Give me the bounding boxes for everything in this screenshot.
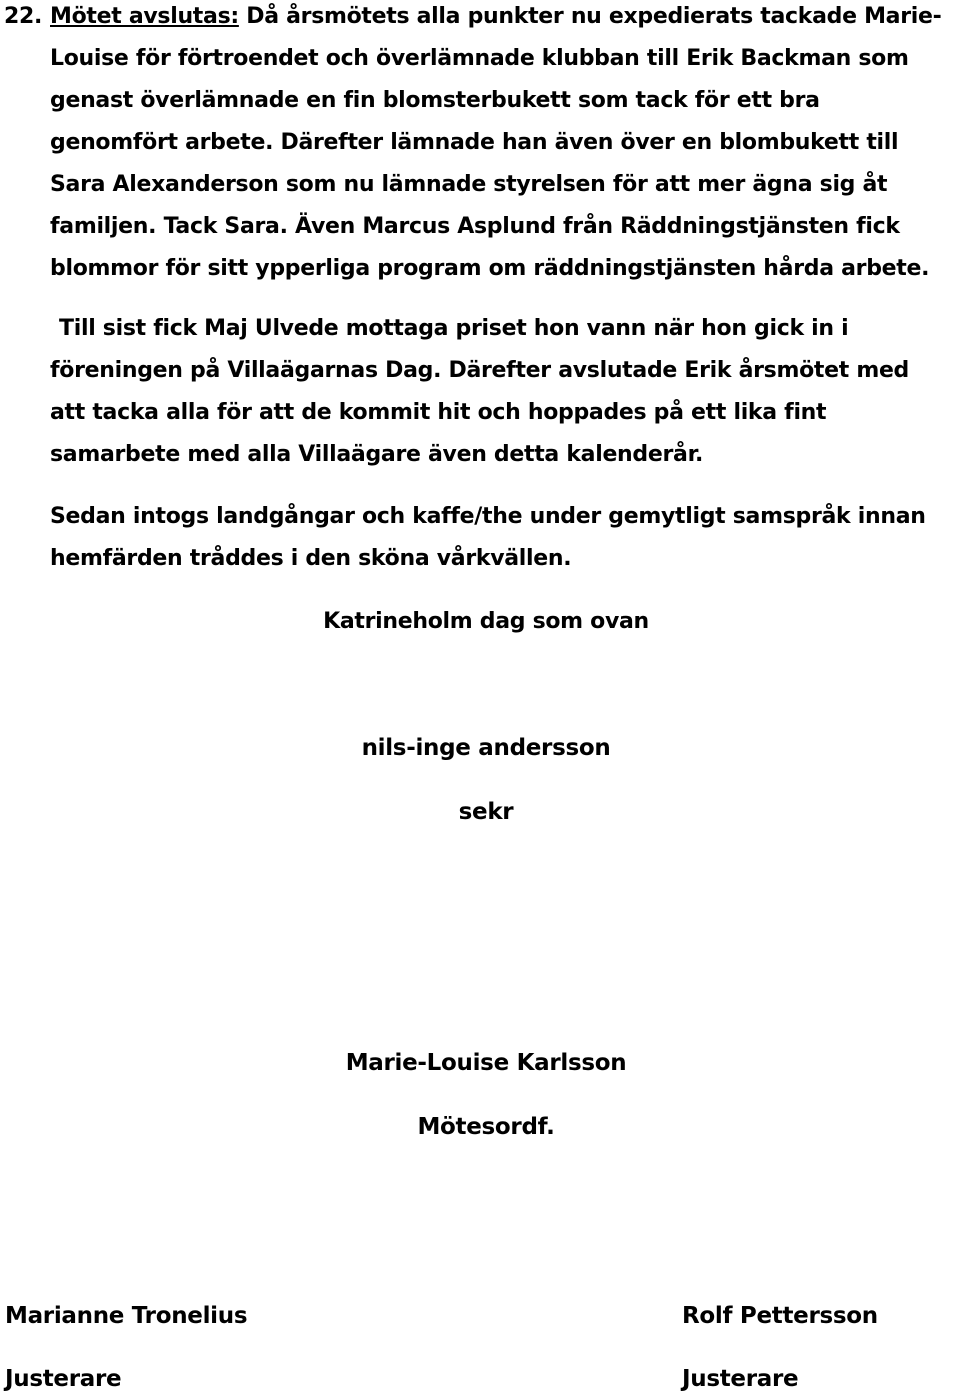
paragraph-award: Till sist fick Maj Ulvede mottaga priset hon vann när hon gick in i föreningen på Villaägarnas Dag. Därefter avslutade Erik årsmötet med att tacka alla för att de kommit hit och hoppades på ett lika fint samarbete med alla Villaägare även detta kalenderår. <box>50 316 910 467</box>
adjuster-2-name: Rolf Pettersson <box>682 1303 878 1329</box>
chair-name: Marie-Louise Karlsson <box>345 1050 627 1076</box>
section-heading: Mötet avslutas: <box>50 4 239 29</box>
section-text: Då årsmötets alla punkter nu expedierats tackade Marie-Louise för förtroendet och överlämnade klubban till Erik Backman som genast överlämnade en fin blomsterbukett som tack för ett bra genomfört arbete. Därefter lämnade han även över en blombukett till Sara Alexanderson som nu lämnade styrelsen för att mer ägna sig åt familjen. Tack Sara. Även Marcus Asplund från Räddningstjänsten fick blommor för sitt ypperliga program om räddningstjänsten hårda arbete. <box>50 4 942 281</box>
section-number: 22. <box>4 4 43 29</box>
adjuster-2-role: Justerare <box>682 1366 799 1392</box>
place-date: Katrineholm dag som ovan <box>323 609 649 634</box>
closing-section <box>4 0 950 290</box>
adjuster-1-name: Marianne Tronelius <box>5 1303 248 1329</box>
secretary-role: sekr <box>458 799 514 825</box>
adjuster-1-role: Justerare <box>5 1366 122 1392</box>
paragraph-refreshments: Sedan intogs landgångar och kaffe/the under gemytligt samspråk innan hemfärden tråddes i den sköna vårkvällen. <box>50 504 926 571</box>
secretary-name: nils-inge andersson <box>361 735 611 761</box>
chair-role: Mötesordf. <box>417 1114 555 1140</box>
